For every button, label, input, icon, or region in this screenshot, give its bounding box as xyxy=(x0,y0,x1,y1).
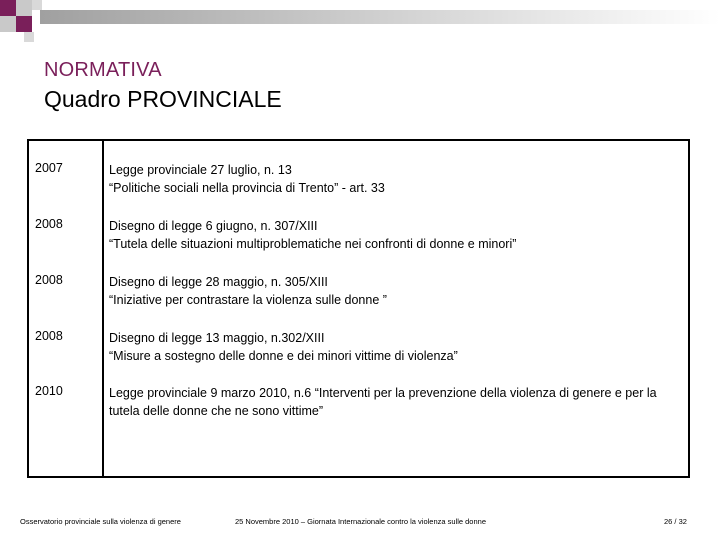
row-description: Legge provinciale 9 marzo 2010, n.6 “Interventi per la prevenzione della violenza di genere e per la tutela delle donne che ne sono vittime” xyxy=(109,386,657,418)
header-decoration xyxy=(0,0,720,50)
footer-left: Osservatorio provinciale sulla violenza di genere xyxy=(20,517,181,526)
page-number: 26 / 32 xyxy=(664,517,687,526)
row-description: Disegno di legge 6 giugno, n. 307/XIII “Tutela delle situazioni multiproblematiche nei confronti di donne e minori” xyxy=(109,219,517,251)
footer-center: 25 Novembre 2010 – Giornata Internazionale contro la violenza sulle donne xyxy=(235,517,486,526)
row-year: 2010 xyxy=(35,384,63,398)
column-divider xyxy=(102,141,104,476)
row-description: Disegno di legge 28 maggio, n. 305/XIII “Iniziative per contrastare la violenza sulle donne ” xyxy=(109,275,387,307)
row-description: Legge provinciale 27 luglio, n. 13 “Politiche sociali nella provincia di Trento” - art. 33 xyxy=(109,163,385,195)
row-year: 2008 xyxy=(35,329,63,343)
row-year: 2008 xyxy=(35,217,63,231)
page-title: Quadro PROVINCIALE xyxy=(44,86,282,112)
section-kicker: NORMATIVA xyxy=(44,59,162,81)
row-description: Disegno di legge 13 maggio, n.302/XIII “Misure a sostegno delle donne e dei minori vittime di violenza” xyxy=(109,331,458,363)
row-year: 2008 xyxy=(35,273,63,287)
legislation-table xyxy=(27,139,690,478)
row-year: 2007 xyxy=(35,161,63,175)
